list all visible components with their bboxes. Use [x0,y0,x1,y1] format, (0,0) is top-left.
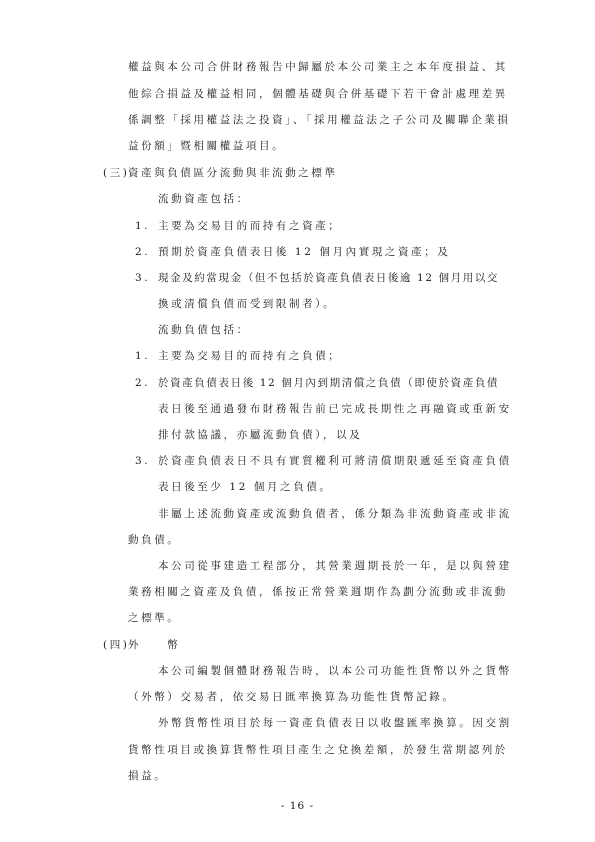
intro-line-2: 他綜合損益及權益相同，個體基礎與合併基礎下若干會計處理差異 [128,88,508,100]
asset-item-3-number: 3. [135,272,151,284]
liability-item-1-text: 主要為交易目的而持有之負債； [158,350,342,362]
liability-item-2-text-line-1: 於資產負債表日後 12 個月內到期清償之負債（即使於資產負債 [158,377,500,389]
intro-line-3: 係調整「採用權益法之投資」、「採用權益法之子公司及關聯企業損 [128,114,511,126]
current-liabilities-heading: 流動負債包括： [158,324,250,336]
section-3-title: 資產與負債區分流動與非流動之標準 [128,167,338,179]
noncurrent-para-line-2: 動負債。 [128,534,181,546]
liability-item-2-number: 2. [135,377,151,389]
asset-item-1-text: 主要為交易目的而持有之資產； [158,220,342,232]
asset-item-3-text-line-2: 換或清償負債而受到限制者）。 [158,298,337,310]
intro-line-1: 權益與本公司合併財務報告中歸屬於本公司業主之本年度損益、其 [128,61,508,73]
construction-para-line-1: 本公司從事建造工程部分，其營業週期長於一年，是以與營建 [158,560,512,572]
liability-item-3-number: 3. [135,455,151,467]
asset-item-3-text-line-1: 現金及約當現金（但不包括於資產負債表日後逾 12 個月用以交 [158,272,500,284]
construction-para-line-3: 之標準。 [128,612,181,624]
page-number: - 16 - [280,800,315,812]
liability-item-1-number: 1. [135,350,151,362]
liability-item-2-text-line-3: 排付款協議，亦屬流動負債），以及 [158,429,363,441]
section-3-marker: (三) [103,167,130,179]
section-4-marker: (四) [103,639,130,651]
intro-line-4: 益份額」暨相關權益項目。 [128,140,286,152]
fx-para1-line-2: （外幣）交易者，依交易日匯率換算為功能性貨幣記錄。 [128,691,456,703]
current-assets-heading: 流動資產包括： [158,193,250,205]
asset-item-1-number: 1. [135,220,151,232]
asset-item-2-text: 預期於資產負債表日後 12 個月內實現之資產；及 [158,246,451,258]
asset-item-2-number: 2. [135,246,151,258]
liability-item-2-text-line-2: 表日後至通過發布財務報告前已完成長期性之再融資或重新安 [158,403,512,415]
construction-para-line-2: 業務相關之資產及負債，係按正常營業週期作為劃分流動或非流動 [128,586,508,598]
fx-para2-line-3: 損益。 [128,770,168,782]
fx-para1-line-1: 本公司編製個體財務報告時，以本公司功能性貨幣以外之貨幣 [158,665,512,677]
section-4-title: 外 幣 [128,639,181,651]
noncurrent-para-line-1: 非屬上述流動資產或流動負債者，係分類為非流動資產或非流 [158,508,512,520]
liability-item-3-text-line-1: 於資產負債表日不具有實質權利可將清償期限遞延至資產負債 [158,455,512,467]
fx-para2-line-2: 貨幣性項目或換算貨幣性項目產生之兌換差額，於發生當期認列於 [128,744,508,756]
fx-para2-line-1: 外幣貨幣性項目於每一資產負債表日以收盤匯率換算。因交割 [158,717,512,729]
liability-item-3-text-line-2: 表日後至少 12 個月之負債。 [158,481,333,493]
